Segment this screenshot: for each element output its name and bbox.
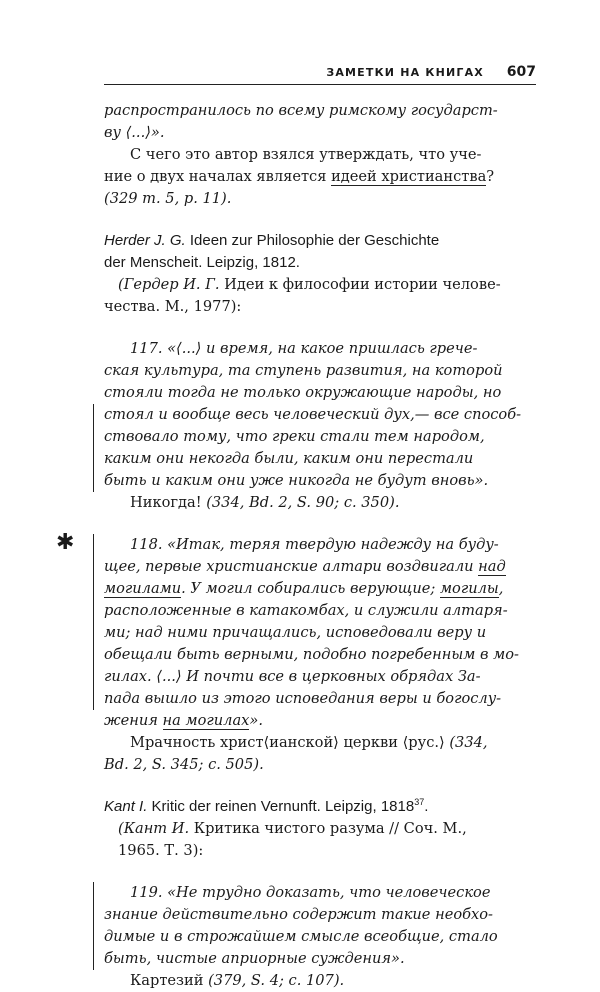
bib-author-rus: (Гердер И. Г.: [118, 276, 220, 293]
bibliography-kant: Kant I. Kritic der reinen Vernunft. Leipzig, 1818$^{37}$. (Кант И. Критика чистого разума // Соч. М., 1965. Т. 3):: [104, 796, 534, 862]
bib-title-rus: Идеи к философии истории челове-: [219, 276, 501, 293]
endnote-mark: 37: [414, 797, 425, 807]
reference: (379, S. 4; с. 107).: [208, 972, 345, 989]
quote-line: ми; над ними причащались, исповедовали веру и: [104, 624, 487, 641]
quote-line: ская культура, та ступень развития, на которой: [104, 362, 503, 379]
comment: Картезий: [130, 972, 209, 989]
quote-line: ствовало тому, что греки стали тем народом,: [104, 428, 485, 445]
quote-line: димые и в строжайшем смысле всеобщие, стало: [104, 928, 498, 945]
underlined-phrase: могилами: [104, 580, 182, 597]
bib-title-rus: Критика чистого разума // Соч. М.,: [189, 820, 467, 837]
quote-line: ву ⟨...⟩».: [104, 124, 165, 141]
underlined-phrase: на могилах: [162, 712, 250, 729]
page-number: 607: [506, 64, 536, 80]
reference: Bd. 2, S. 345; с. 505).: [104, 756, 264, 773]
running-head: ЗАМЕТКИ НА КНИГАХ: [326, 66, 484, 79]
intro-block: [104, 100, 534, 210]
page-header: [104, 62, 536, 85]
note-118: ✱ 118. «Итак, теряя твердую надежду на буду- щее, первые христианские алтари воздвигали над могилами. У могил собирались верующие; могилы, расположенные в катакомбах, и служили алтаря- ми; над ними причащались, исповедовали веру и обещали быть верными, подобно погребенным в мо- гилах. ⟨...⟩ И почти все в церковных обрядах За- пада вышло из этого исповедания веры и богослу- жения на могилах». Мрачность христ⟨ианской⟩ церкви ⟨рус.⟩ (334, Bd. 2, S. 345; с. 505).: [104, 534, 534, 776]
page-body: [56, 100, 534, 992]
bib-author: Herder J. G.: [104, 232, 186, 249]
quote-line: обещали быть верными, подобно погребенным в мо-: [104, 646, 519, 663]
asterisk-mark: ✱: [56, 530, 75, 555]
underlined-phrase: идеей христианства: [331, 168, 487, 185]
quote-line: пада вышло из этого исповедания веры и богослу-: [104, 690, 502, 707]
bib-author: Kant I.: [104, 798, 148, 815]
quote-line: распространилось по всему римскому государст-: [104, 102, 498, 119]
quote-line: быть, чистые априорные суждения».: [104, 950, 405, 967]
reference: (334, Bd. 2, S. 90; с. 350).: [206, 494, 400, 511]
bib-title-rus: чества. М., 1977):: [104, 298, 242, 315]
margin-bar: [93, 534, 94, 710]
quote-line: 119. «Не трудно доказать, что человеческое: [130, 884, 491, 901]
quote-line: знание действительно содержит такие необхо-: [104, 906, 493, 923]
underlined-phrase: могилы: [439, 580, 499, 597]
comment: Никогда!: [130, 494, 207, 511]
quote-line: 117. «⟨...⟩ и время, на какое пришлась грече-: [130, 340, 478, 357]
quote-line: 118. «Итак, теряя твердую надежду на буду-: [130, 536, 499, 553]
quote-line: стояли тогда не только окружающие народы, но: [104, 384, 502, 401]
bibliography-herder: [104, 230, 534, 318]
bib-author-rus: (Кант И.: [118, 820, 190, 837]
reference: (329 т. 5, р. 11).: [104, 190, 232, 207]
quote-line: гилах. ⟨...⟩ И почти все в церковных обрядах За-: [104, 668, 481, 685]
quote-line: стоял и вообще весь человеческий дух,— все способ-: [104, 406, 522, 423]
margin-bar: [93, 882, 94, 970]
reference: (334,: [449, 734, 488, 751]
note-119: [104, 882, 534, 992]
bib-title: der Menscheit. Leipzig, 1812.: [104, 254, 300, 271]
bib-title: Ideen zur Philosophie der Geschichte: [185, 232, 440, 249]
comment-line: ние о двух началах является идеей христианства?: [104, 168, 495, 185]
quote-line: расположенные в катакомбах, и служили алтаря-: [104, 602, 508, 619]
quote-line: каким они некогда были, каким они перестали: [104, 450, 474, 467]
comment-line: С чего это автор взялся утверждать, что уче-: [130, 146, 482, 163]
bib-title: Kritic der reinen Vernunft. Leipzig, 1818: [147, 798, 415, 815]
bib-title-rus: 1965. Т. 3):: [118, 842, 204, 859]
quote-line: быть и каким они уже никогда не будут вновь».: [104, 472, 489, 489]
comment: Мрачность христ⟨ианской⟩ церкви ⟨рус.⟩: [130, 734, 450, 751]
margin-bar: [93, 404, 94, 492]
note-117: [104, 338, 534, 514]
underlined-phrase: над: [478, 558, 506, 575]
